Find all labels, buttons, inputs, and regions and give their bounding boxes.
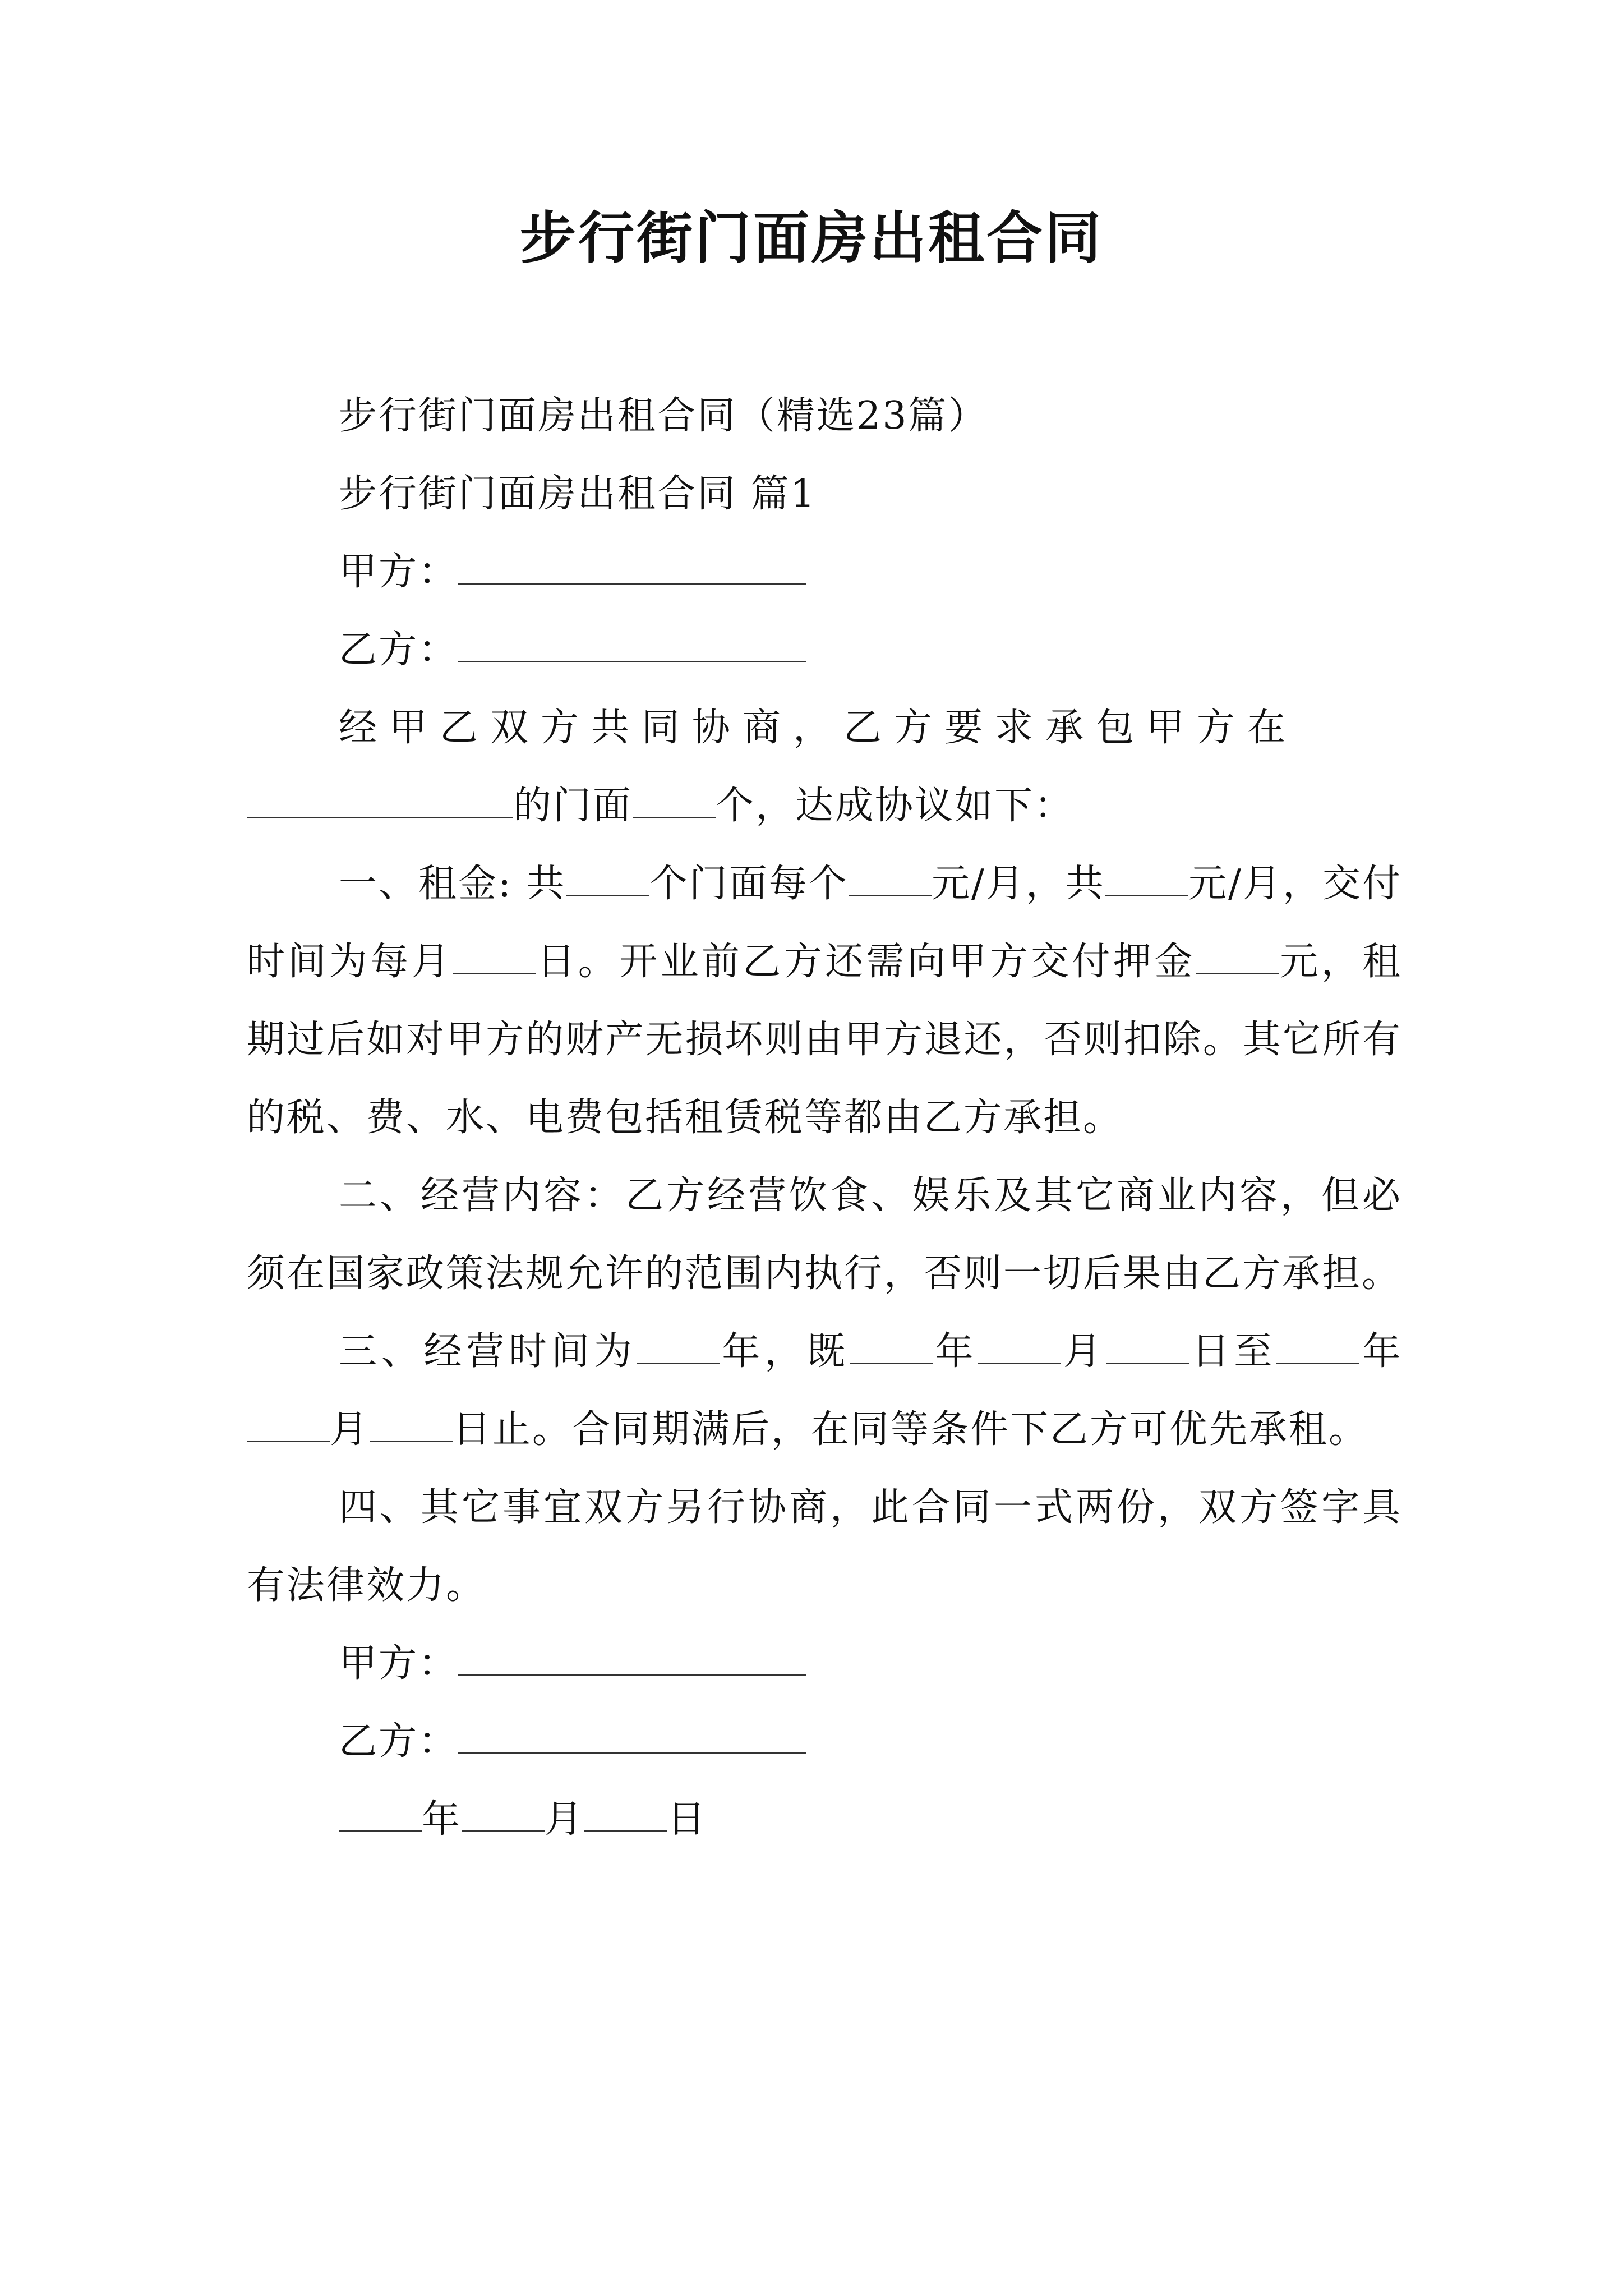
- signature-party-a-blank: [458, 1641, 806, 1676]
- signature-month-label: 月: [545, 1797, 585, 1842]
- clause-1-blank-5: [1196, 939, 1279, 974]
- signature-party-a-label: 甲方：: [339, 1641, 459, 1686]
- location-blank: [247, 783, 513, 818]
- clause-1-blank-4: [453, 939, 536, 974]
- clause-3-blank-5: [1276, 1329, 1359, 1364]
- signature-month-blank: [462, 1797, 545, 1832]
- signature-day-blank: [584, 1797, 667, 1832]
- clause-1-rent: [247, 845, 1402, 1157]
- clause-3-text-6: 年: [1359, 1329, 1402, 1374]
- party-b-blank: [458, 627, 806, 662]
- signature-year-blank: [339, 1797, 422, 1832]
- clause-3-text-4: 月: [1061, 1329, 1106, 1374]
- document-subtitle: 步行街门面房出租合同（精选23篇）: [339, 394, 988, 438]
- signature-day-label: 日: [667, 1797, 708, 1842]
- party-b-label: 乙方：: [339, 628, 459, 672]
- clause-1-blank-1: [566, 861, 649, 896]
- clause-4-misc: 四、其它事宜双方另行协商，此合同一式两份，双方签字具有法律效力。: [247, 1485, 1402, 1608]
- intro-text-1: 经甲乙双方共同协商，乙方要求承包甲方在: [339, 706, 1298, 750]
- clause-3-text-1: 三、经营时间为: [339, 1329, 637, 1374]
- count-blank: [633, 783, 716, 818]
- clause-3-blank-2: [850, 1329, 933, 1364]
- clause-3-text-8: 日止。合同期满后，在同等条件下乙方可优先承租。: [453, 1407, 1369, 1452]
- signature-party-b-blank: [458, 1719, 806, 1754]
- document-body: [247, 377, 1402, 1858]
- party-a-line: [247, 533, 1402, 611]
- clause-3-term: [247, 1313, 1402, 1469]
- signature-date-line: [247, 1780, 1402, 1858]
- clause-1-text-4: 元/月，交付时间为每月: [247, 862, 1402, 984]
- clause-1-text-6: 元，租期过后如对甲方的财产无损坏则由甲方退还，否则扣除。其它所有的税、费、水、电费包括租赁税等都由乙方承担。: [247, 940, 1402, 1140]
- clause-1-text-2: 个门面每个: [649, 862, 849, 906]
- clause-3-blank-7: [370, 1407, 453, 1442]
- clause-1-text-1: 一、租金: 共: [339, 862, 566, 906]
- section-heading: 步行街门面房出租合同 篇1: [339, 472, 817, 516]
- signature-party-a-line: [247, 1625, 1402, 1703]
- clause-3-text-2: 年，既: [719, 1329, 850, 1374]
- party-b-line: [247, 611, 1402, 689]
- party-a-label: 甲方：: [339, 550, 459, 594]
- clause-3-text-5: 日至: [1188, 1329, 1277, 1374]
- clause-1-blank-2: [849, 861, 932, 896]
- clause-2-business-scope: 二、经营内容：乙方经营饮食、娱乐及其它商业内容，但必须在国家政策法规允许的范围内执行，否则一切后果由乙方承担。: [247, 1174, 1402, 1296]
- clause-3-blank-1: [637, 1329, 720, 1364]
- clause-1-blank-3: [1105, 861, 1188, 896]
- clause-3-text-3: 年: [932, 1329, 978, 1374]
- clause-3-blank-6: [247, 1407, 330, 1442]
- intro-text-2: 的门面: [513, 784, 633, 828]
- document-title: 步行街门面房出租合同: [520, 205, 1103, 271]
- clause-3-text-7: 月: [330, 1407, 370, 1452]
- clause-3-blank-3: [978, 1329, 1061, 1364]
- clause-3-blank-4: [1106, 1329, 1189, 1364]
- party-a-blank: [458, 549, 806, 585]
- intro-text-3: 个，达成协议如下：: [716, 784, 1075, 828]
- signature-party-b-label: 乙方：: [339, 1719, 459, 1764]
- signature-year-label: 年: [422, 1797, 462, 1842]
- clause-1-text-5: 日。开业前乙方还需向甲方交付押金: [536, 940, 1196, 984]
- signature-party-b-line: [247, 1703, 1402, 1780]
- clause-1-text-3: 元/月，共: [931, 862, 1105, 906]
- intro-paragraph: [247, 689, 1402, 845]
